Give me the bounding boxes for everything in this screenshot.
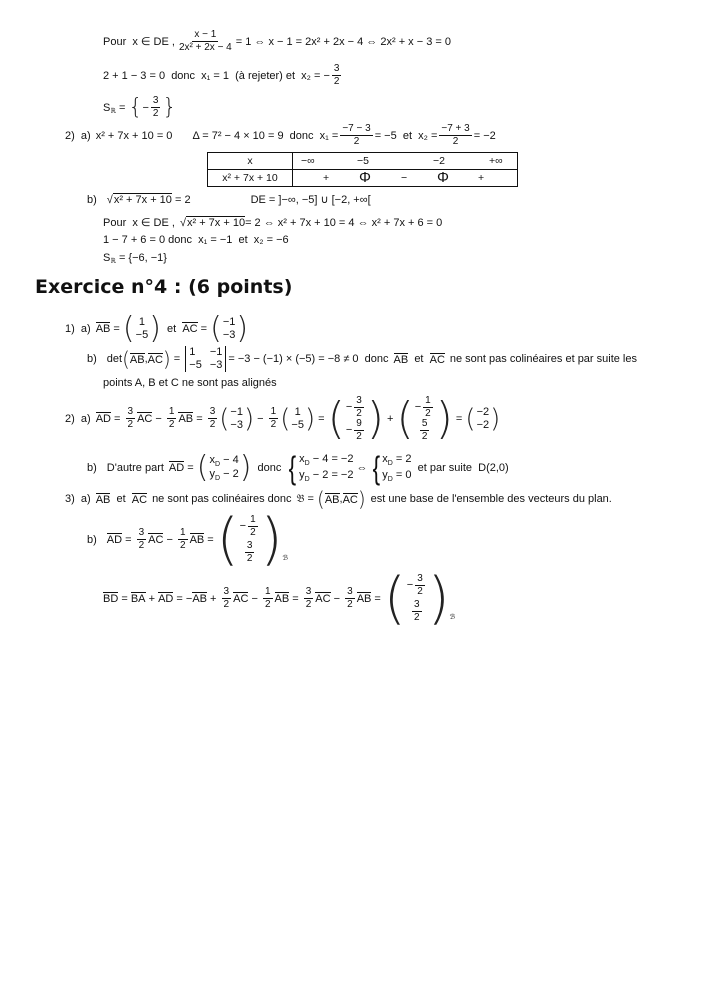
text: − xyxy=(152,412,165,425)
numerator: 1 xyxy=(250,514,256,525)
fraction xyxy=(345,587,355,610)
denominator: 2 xyxy=(270,419,277,430)
sign: − xyxy=(345,400,353,413)
denominator: 2 xyxy=(180,540,186,551)
denominator: 2 xyxy=(223,599,230,610)
vector: AC xyxy=(137,413,153,425)
denominator: 2 xyxy=(356,430,362,442)
matrix-row xyxy=(189,346,222,359)
paren: ) xyxy=(366,393,384,444)
text: − 4 = −2 xyxy=(309,452,354,465)
equation-system xyxy=(299,452,353,484)
denominator: 2 xyxy=(152,108,159,119)
component xyxy=(346,396,366,419)
component xyxy=(410,600,424,623)
component: −1 xyxy=(222,315,236,328)
component: −3 xyxy=(230,418,243,431)
numerator: 5 xyxy=(421,417,428,429)
question-number: b) xyxy=(87,461,97,474)
paren: ( xyxy=(122,347,130,371)
component: −3 xyxy=(222,328,236,341)
line-vector-ad xyxy=(65,393,500,444)
basis-subscript: ℬ xyxy=(282,554,289,562)
numerator: 1 xyxy=(425,394,431,406)
component xyxy=(209,454,238,468)
text: ⇔ xyxy=(353,461,371,474)
text: − xyxy=(248,592,261,605)
text: 1 − 7 + 6 = 0 donc x₁ = −1 et x₂ = −6 xyxy=(103,234,289,246)
vector: AB xyxy=(324,493,340,506)
vector: AD xyxy=(106,534,123,546)
line-roots xyxy=(103,64,343,87)
vector: AB xyxy=(189,534,205,546)
sqrt-sign: √ xyxy=(106,193,113,206)
subscript: ℝ xyxy=(110,258,116,265)
text: = 2 ⇔ x² + 7x + 10 = 4 ⇔ x² + 7x + 6 = 0 xyxy=(245,216,443,229)
text: , xyxy=(339,493,343,505)
sign-table xyxy=(207,152,518,187)
system-brace: { xyxy=(289,449,297,486)
vector: AB xyxy=(393,353,409,366)
paren: ) xyxy=(357,487,366,511)
text: = xyxy=(371,592,384,605)
numerator: 3 xyxy=(246,540,253,551)
basis-subscript: ℬ xyxy=(449,613,456,621)
paren: ) xyxy=(236,311,249,346)
text: points A, B et C ne sont pas alignés xyxy=(103,377,277,389)
subscript: D xyxy=(387,459,393,467)
numerator: 3 xyxy=(417,573,423,584)
vector: AC xyxy=(131,493,148,506)
brace: } xyxy=(162,95,177,120)
line-roots-2 xyxy=(103,234,289,246)
numerator: 3 xyxy=(138,527,145,538)
component xyxy=(209,468,238,482)
line-solution-set-1 xyxy=(103,95,176,120)
text: = xyxy=(110,322,123,335)
vector: AC xyxy=(182,323,198,335)
line-sqrt-equation xyxy=(87,193,371,206)
paren: ) xyxy=(162,347,171,371)
paren: ) xyxy=(427,566,450,631)
equation xyxy=(382,468,411,484)
component: −1 xyxy=(230,405,243,418)
vector: AB xyxy=(274,593,290,605)
table-cell xyxy=(293,153,518,170)
denominator: 2 xyxy=(425,407,431,419)
text: = xyxy=(289,592,302,605)
system-brace: { xyxy=(372,449,380,486)
sqrt-radicand: x² + 7x + 10 xyxy=(113,194,172,206)
line-solve-rational xyxy=(103,30,451,53)
question-number: 3) a) xyxy=(65,493,91,505)
vector: BA xyxy=(130,593,146,605)
text: = xyxy=(115,101,129,114)
question-number: b) xyxy=(87,193,97,206)
numerator: 3 xyxy=(223,586,230,597)
text: ne sont pas colinéaires et par suite les xyxy=(449,353,637,365)
fraction xyxy=(332,64,342,87)
line-vectors-ab-ac xyxy=(65,311,248,346)
fraction xyxy=(245,541,255,564)
component xyxy=(346,419,366,442)
vector: AC xyxy=(233,593,249,605)
numerator: 1 xyxy=(168,406,175,417)
column-vector xyxy=(291,406,304,432)
component: 1 xyxy=(138,315,145,328)
denominator: 2 xyxy=(246,553,253,564)
text: = xyxy=(204,533,217,546)
line-coordinates-d xyxy=(87,450,509,485)
fraction xyxy=(304,587,314,610)
vector: AD xyxy=(168,462,185,474)
text: = −3 − (−1) × (−5) = −8 ≠ 0 donc xyxy=(228,353,389,365)
denominator: 2 xyxy=(356,407,362,419)
text: det xyxy=(106,353,123,365)
basis-symbol: 𝔅 xyxy=(296,492,305,505)
text: = xyxy=(197,322,211,335)
vector: AB xyxy=(129,353,145,366)
sign: − xyxy=(239,520,247,532)
fraction xyxy=(126,407,136,430)
text: et xyxy=(160,322,183,335)
numerator: 3 xyxy=(333,63,340,74)
component xyxy=(407,574,427,597)
column-vector xyxy=(136,316,149,342)
vector: AB xyxy=(192,593,207,605)
line-ad-in-basis xyxy=(87,507,288,572)
text: = xyxy=(122,533,135,546)
line-not-aligned xyxy=(103,377,277,389)
text: + xyxy=(383,412,397,425)
table-value: + xyxy=(478,172,485,184)
paren: ( xyxy=(219,403,230,434)
table-row xyxy=(208,153,518,170)
table-value: +∞ xyxy=(489,155,503,167)
paren: ( xyxy=(122,311,135,346)
paren: ( xyxy=(317,487,325,511)
component: 1 xyxy=(294,405,301,418)
text: + xyxy=(145,592,159,605)
numerator: 1 xyxy=(270,406,277,417)
paren: ( xyxy=(327,393,345,444)
text: + xyxy=(207,592,220,605)
paren: ( xyxy=(465,403,476,434)
question-number: 2) a) xyxy=(65,129,91,142)
paren: ) xyxy=(260,507,283,572)
table-value: Φ xyxy=(359,169,371,186)
exercise-heading: Exercice n°4 : (6 points) xyxy=(35,276,293,298)
denominator: 2 xyxy=(264,599,271,610)
table-value: + xyxy=(323,172,330,184)
text: = xyxy=(110,412,124,425)
paren: ) xyxy=(490,403,501,434)
numerator: 3 xyxy=(305,586,312,597)
vector: AB xyxy=(356,593,372,605)
component xyxy=(243,541,257,564)
equation xyxy=(382,452,411,468)
var: x xyxy=(209,453,215,466)
denominator: 2 xyxy=(452,136,459,147)
var: y xyxy=(382,468,388,481)
fraction xyxy=(167,407,177,430)
table-value: −5 xyxy=(357,155,369,167)
line-sqrt-solve xyxy=(103,216,442,229)
text: ne sont pas colinéaires donc xyxy=(152,493,292,505)
numerator: −7 − 3 xyxy=(342,123,371,134)
table-row xyxy=(208,170,518,187)
var: x xyxy=(299,452,305,465)
fraction xyxy=(412,600,422,623)
fraction xyxy=(354,396,364,419)
text: , xyxy=(144,353,148,365)
column-vector xyxy=(407,574,427,623)
denominator: 2 xyxy=(250,527,256,538)
sqrt-sign: √ xyxy=(179,216,186,229)
paren: ) xyxy=(304,403,316,434)
paren: ) xyxy=(435,393,453,444)
vector: AC xyxy=(342,493,358,506)
equation-system xyxy=(382,452,411,484)
text: − xyxy=(330,592,344,605)
subscript: D xyxy=(387,475,393,483)
vector: BD xyxy=(103,593,119,605)
denominator: 2 xyxy=(305,599,312,610)
text: = {−6, −1} xyxy=(115,252,167,264)
text: − xyxy=(142,101,149,114)
text: et par suite D(2,0) xyxy=(411,461,509,474)
fraction xyxy=(151,96,161,119)
question-number: b) xyxy=(87,533,97,546)
var: y xyxy=(299,468,305,481)
text: 2 + 1 − 3 = 0 donc x₁ = 1 (à rejeter) et x₂ = − xyxy=(103,69,330,82)
fraction xyxy=(178,528,188,551)
vector: AC xyxy=(315,593,331,605)
denominator: 2 xyxy=(421,430,428,442)
paren: ( xyxy=(383,566,406,631)
component xyxy=(240,515,260,538)
column-vector xyxy=(209,454,238,482)
text: x² + 7x + 10 = 0 xyxy=(95,129,173,142)
text: = xyxy=(193,412,206,425)
text: Δ = 7² − 4 × 10 = 9 donc x₁ = xyxy=(192,129,339,142)
component xyxy=(415,396,435,419)
column-vector xyxy=(230,406,243,432)
text: et xyxy=(110,493,132,505)
subscript: D xyxy=(304,475,310,483)
numerator: 3 xyxy=(414,599,420,610)
fraction xyxy=(269,407,279,430)
equation xyxy=(299,452,353,468)
paren: ( xyxy=(396,393,414,444)
text: = xyxy=(118,592,131,605)
column-vector xyxy=(223,316,236,342)
denominator: 2 xyxy=(353,136,360,147)
denominator: 2 xyxy=(414,612,420,623)
text: = −5 et x₂ = xyxy=(374,129,438,142)
fraction xyxy=(340,124,372,147)
brace: { xyxy=(128,95,143,120)
table-value: −∞ xyxy=(301,155,315,167)
entry: 1 xyxy=(189,346,196,358)
text: = xyxy=(452,412,466,425)
text: = −2 xyxy=(473,129,496,142)
text: = 2 xyxy=(392,452,412,465)
table-header: x² + 7x + 10 xyxy=(208,170,293,187)
component: −5 xyxy=(135,328,149,341)
component: −2 xyxy=(476,418,490,431)
paren: ( xyxy=(210,311,222,346)
denominator: 2 xyxy=(347,599,353,610)
denominator: 2 xyxy=(168,419,175,430)
set-symbol: S xyxy=(103,252,111,264)
numerator: 1 xyxy=(264,586,271,597)
text: = 0 xyxy=(392,468,412,481)
text: − 2 = −2 xyxy=(309,468,354,481)
vector: AC xyxy=(147,353,163,366)
sqrt-radicand: x² + 7x + 10 xyxy=(186,217,246,229)
denominator: 2 xyxy=(127,419,134,430)
text: est une base de l'ensemble des vecteurs du plan. xyxy=(370,493,612,505)
denominator: 2 xyxy=(209,419,216,430)
table-header: x xyxy=(208,153,293,170)
vector: AD xyxy=(95,413,111,425)
subscript: D xyxy=(214,460,221,468)
subscript: D xyxy=(304,459,310,467)
text: = xyxy=(170,353,184,365)
sign: − xyxy=(406,579,414,591)
text: − 4 xyxy=(220,453,239,466)
fraction xyxy=(248,515,258,538)
numerator: 1 xyxy=(180,527,186,538)
fraction xyxy=(420,419,430,442)
table-value: − xyxy=(401,172,408,184)
text: = − xyxy=(173,592,193,605)
numerator: 3 xyxy=(127,406,134,417)
text: D'autre part xyxy=(106,461,164,474)
line-bd-in-basis xyxy=(103,566,455,631)
table-value: Φ xyxy=(437,169,449,186)
paren: ( xyxy=(196,450,209,485)
component xyxy=(418,419,432,442)
component: −5 xyxy=(291,418,304,431)
table-cell xyxy=(293,170,518,187)
fraction xyxy=(415,574,425,597)
vector: AC xyxy=(148,534,164,546)
denominator: 2 xyxy=(417,586,423,597)
column-vector xyxy=(346,396,366,442)
text: = 2 xyxy=(171,193,191,206)
text: = xyxy=(304,493,317,505)
numerator: 9 xyxy=(356,417,362,429)
fraction xyxy=(208,407,218,430)
fraction xyxy=(354,419,364,442)
sign: − xyxy=(345,423,353,436)
column-vector xyxy=(240,515,260,564)
numerator: 3 xyxy=(209,406,216,417)
numerator: 3 xyxy=(356,394,362,406)
text: − 2 xyxy=(220,467,239,480)
fraction xyxy=(439,124,471,147)
text: et xyxy=(408,353,430,365)
question-number: b) xyxy=(87,353,97,365)
subscript: D xyxy=(214,474,221,482)
fraction xyxy=(137,528,147,551)
question-number: 1) a) xyxy=(65,322,91,335)
determinant-matrix xyxy=(185,346,226,372)
entry: −5 xyxy=(189,359,202,371)
vector: AB xyxy=(95,493,111,506)
text: Pour x ∈ DE , xyxy=(103,36,175,48)
var: y xyxy=(209,467,215,480)
vector: AD xyxy=(158,593,174,605)
paren: ( xyxy=(216,507,239,572)
denominator: 2 xyxy=(138,540,145,551)
fraction xyxy=(177,30,234,53)
column-vector xyxy=(477,406,490,432)
subscript: ℝ xyxy=(110,107,116,115)
line-solution-set-2 xyxy=(103,252,167,264)
text: = xyxy=(315,412,328,425)
text: = xyxy=(184,461,197,474)
column-vector xyxy=(415,396,435,442)
numerator: 3 xyxy=(152,95,159,106)
line-quadratic xyxy=(65,124,496,147)
denominator: 2x² + 2x − 4 xyxy=(178,42,232,53)
numerator: −7 + 3 xyxy=(441,123,470,134)
table-value: −2 xyxy=(433,155,445,167)
sign: − xyxy=(414,400,422,413)
fraction xyxy=(263,587,273,610)
component: −2 xyxy=(476,405,490,418)
entry: −1 xyxy=(209,346,223,358)
text: − xyxy=(254,412,267,425)
line-determinant xyxy=(87,346,637,372)
paren: ) xyxy=(149,311,161,346)
matrix-row xyxy=(189,359,222,372)
var: x xyxy=(382,452,388,465)
set-symbol: S xyxy=(103,101,111,114)
question-number: 2) a) xyxy=(65,412,91,425)
text: DE = ]−∞, −5] ∪ [−2, +∞[ xyxy=(250,194,371,206)
denominator: 2 xyxy=(333,76,340,87)
text: Pour x ∈ DE , xyxy=(103,217,175,229)
equation xyxy=(299,468,353,484)
vector: AB xyxy=(95,323,111,335)
text: donc xyxy=(251,461,288,474)
numerator: x − 1 xyxy=(194,29,217,40)
numerator: 3 xyxy=(347,586,353,597)
paren: ) xyxy=(239,450,252,485)
paren: ) xyxy=(243,403,255,434)
entry: −3 xyxy=(209,359,223,371)
paren: ( xyxy=(280,403,291,434)
fraction xyxy=(423,396,433,419)
fraction xyxy=(222,587,232,610)
vector: AC xyxy=(429,353,445,366)
vector: AB xyxy=(178,413,194,425)
text: = 1 ⇔ x − 1 = 2x² + 2x − 4 ⇔ 2x² + x − 3 = 0 xyxy=(235,35,451,48)
text: − xyxy=(163,533,176,546)
